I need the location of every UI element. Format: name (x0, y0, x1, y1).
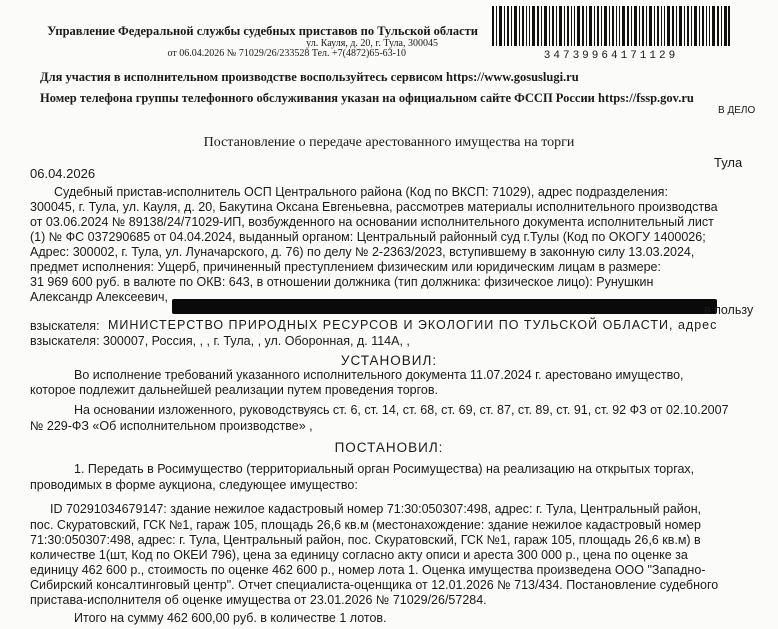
property-line: пристава-исполнителя об оценке имущества от 23.01.2026 № 71029/26/57284. (30, 593, 487, 607)
gosuslugi-notice: Для участия в исполнительном производстве воспользуйтесь сервисом https://www.gosuslugi.ru (40, 70, 579, 84)
intro-line: Александр Алексеевич, (30, 290, 168, 304)
phone-service-notice: Номер телефона группы телефонного обслуживания указан на официальном сайте ФССП России https://fssp.gov.ru (40, 91, 694, 105)
in-favor-label: в пользу (704, 303, 754, 317)
property-line: пос. Скуратовский, ГСК №1, гараж 105, площадь 26,6 кв.м (местонахождение: здание нежилое кадастровый номер (30, 518, 701, 532)
established-line: Во исполнение требований указанного исполнительного документа 11.07.2024 г. арестовано имущество, (74, 368, 684, 382)
barcode-image (492, 6, 730, 46)
barcode-number: 34739964171129 (543, 50, 679, 62)
property-line: 71:30:050307:498, адрес: г. Тула, Центральный район, пос. Скуратовский, ГСК №1, гараж 105, площадь 26,6 кв.м) в (30, 533, 701, 547)
intro-line: Адрес: 300002, г. Тула, ул. Луначарского, д. 76) по делу № 2-2363/2023, вступившему в законную силу 13.03.2024, (30, 245, 695, 259)
document-city: Тула (714, 155, 743, 170)
claimant-address: взыскателя: 300007, Россия, , , г. Тула, , ул. Оборонная, д. 114А, , (30, 334, 410, 348)
document-reference: от 06.04.2026 № 71029/26/233528 Тел. +7(4872)65-63-10 (167, 48, 406, 59)
intro-line: 31 969 600 руб. в валюте по ОКВ: 643, в отношении должника (тип должника: физическое лицо): Рунушкин (30, 275, 654, 289)
basis-line: На основании изложенного, руководствуясь ст. 6, ст. 14, ст. 68, ст. 69, ст. 87, ст. 89, ст. 91, ст. 92 ФЗ от 02.10.2007 (74, 403, 729, 417)
established-line: которое подлежит дальнейшей реализации путем проведения торгов. (30, 383, 438, 397)
item-one-line: проводимых в форме аукциона, следующее имущество: (30, 478, 358, 492)
property-line: единицу 462 600 р., стоимость по оценке 462 600 р., номер лота 1. Оценка имущества произведена ООО "Западно- (30, 563, 706, 577)
claimant-label: взыскателя: (30, 319, 100, 333)
property-line: Сибирский консалтинговый центр". Отчет специалиста-оценщика от 12.01.2026 № 713/434. Постановление судебного (30, 578, 719, 592)
item-one-line: 1. Передать в Росимущество (территориальный орган Росимущества) на реализацию на открытых торгах, (74, 462, 695, 476)
redaction-bar (172, 299, 717, 314)
claimant-name: МИНИСТЕРСТВО ПРИРОДНЫХ РЕСУРСОВ И ЭКОЛОГИИ ПО ТУЛЬСКОЙ ОБЛАСТИ, адрес (108, 318, 718, 332)
intro-line: Судебный пристав-исполнитель ОСП Центрального района (Код по ВКСП: 71029), адрес подразделения: (54, 185, 668, 199)
property-line: количестве 1(шт, Код по ОКЕИ 796), цена за единицу согласно акту описи и ареста 300 000 р., цена по оценке за (30, 548, 688, 562)
intro-line: 300045, г. Тула, ул. Кауля, д. 20, Бакутина Оксана Евгеньевна, рассмотрев материалы исполнительного производства (30, 200, 718, 214)
document-date: 06.04.2026 (30, 166, 96, 181)
organization-address: ул. Кауля, д. 20, г. Тула, 300045 (306, 38, 438, 49)
intro-line: (1) № ФС 037290685 от 04.04.2024, выданный органом: Центральный районный суд г.Тулы (Код по ОКОГУ 1400026; (30, 230, 706, 244)
property-line: ID 70291034679147: здание нежилое кадастровый номер 71:30:050307:498, адрес: г. Тула, Центральный район, (50, 502, 702, 516)
document-title: Постановление о передаче арестованного имущества на торги (203, 135, 575, 150)
resolved-heading: ПОСТАНОВИЛ: (334, 440, 444, 455)
intro-line: от 03.06.2024 № 89138/24/71029-ИП, возбужденного на основании исполнительного документа исполнительный лист (30, 215, 714, 229)
basis-line: № 229-ФЗ «Об исполнительном производстве» , (30, 419, 313, 433)
established-heading: УСТАНОВИЛ: (340, 353, 438, 368)
intro-line: предмет исполнения: Ущерб, причиненный преступлением физическим или юридическим лицам в размере: (30, 260, 661, 274)
organization-name: Управление Федеральной службы судебных приставов по Тульской области (47, 24, 478, 38)
total-line: Итого на сумму 462 600,00 руб. в количестве 1 лотов. (74, 611, 387, 625)
archive-stamp: В ДЕЛО (718, 105, 756, 116)
